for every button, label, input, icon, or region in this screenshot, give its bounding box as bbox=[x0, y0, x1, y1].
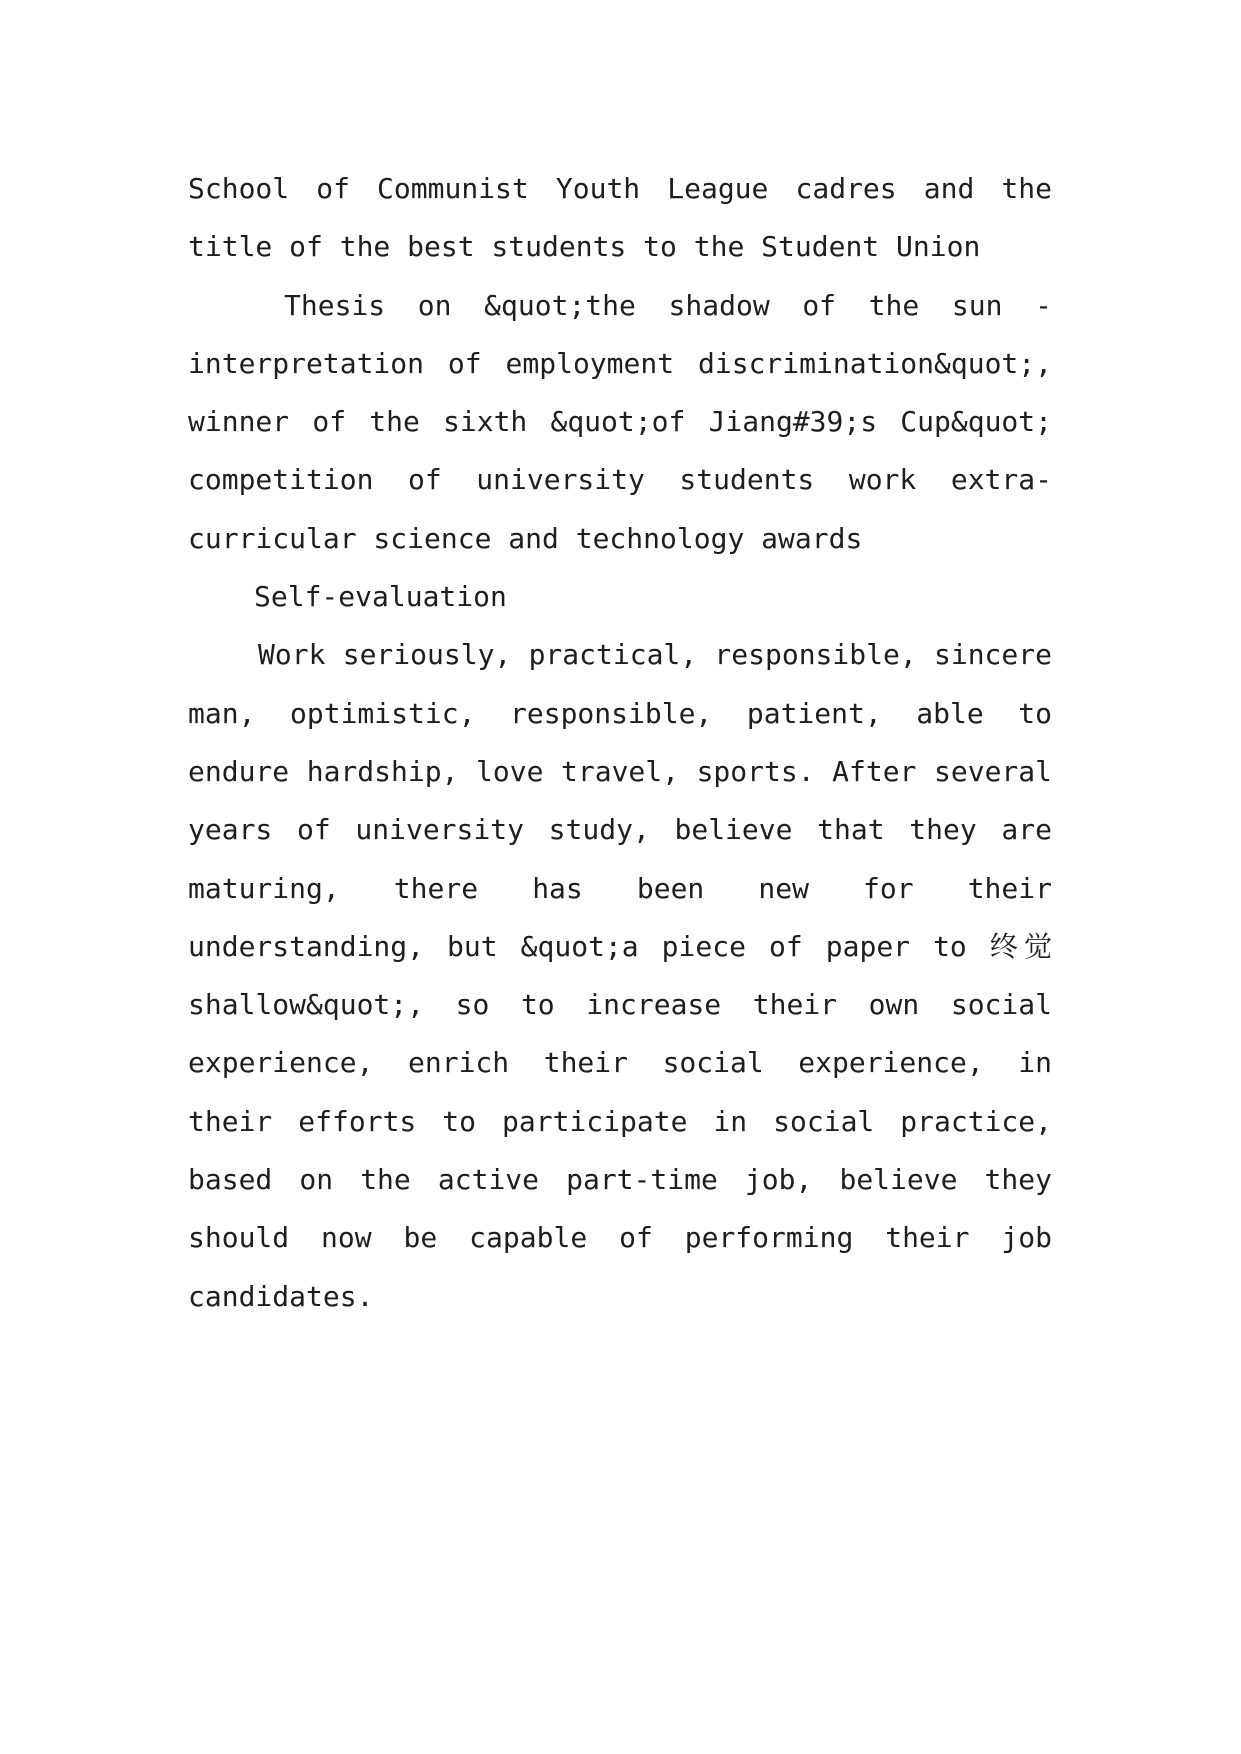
section-heading-self-evaluation: Self-evaluation bbox=[254, 580, 507, 614]
paragraph-self-evaluation: Work seriously, practical, responsible, sincere man, optimistic, responsible, patient, able to endure hardship, love travel, sports. After several years of university study, believe that they are maturing, there has been new for their understanding, but &quot;a piece of paper to 终觉 shallow&quot;, so to increase their own social experience, enrich their social experience, in their efforts to participate in social practice, based on the active part-time job, believe they should now be capable of performing their job candidates. bbox=[188, 638, 1052, 1313]
paragraph-thesis-award: Thesis on &quot;the shadow of the sun - interpretation of employment discrimination&quot;, winner of the sixth &quot;of Jiang#39;s Cup&quot; competition of university students work extra-curricular science and technology awards bbox=[188, 288, 1052, 555]
document-body bbox=[188, 160, 1052, 1326]
paragraph-honors: School of Communist Youth League cadres and the title of the best students to the Student Union bbox=[188, 172, 1052, 264]
